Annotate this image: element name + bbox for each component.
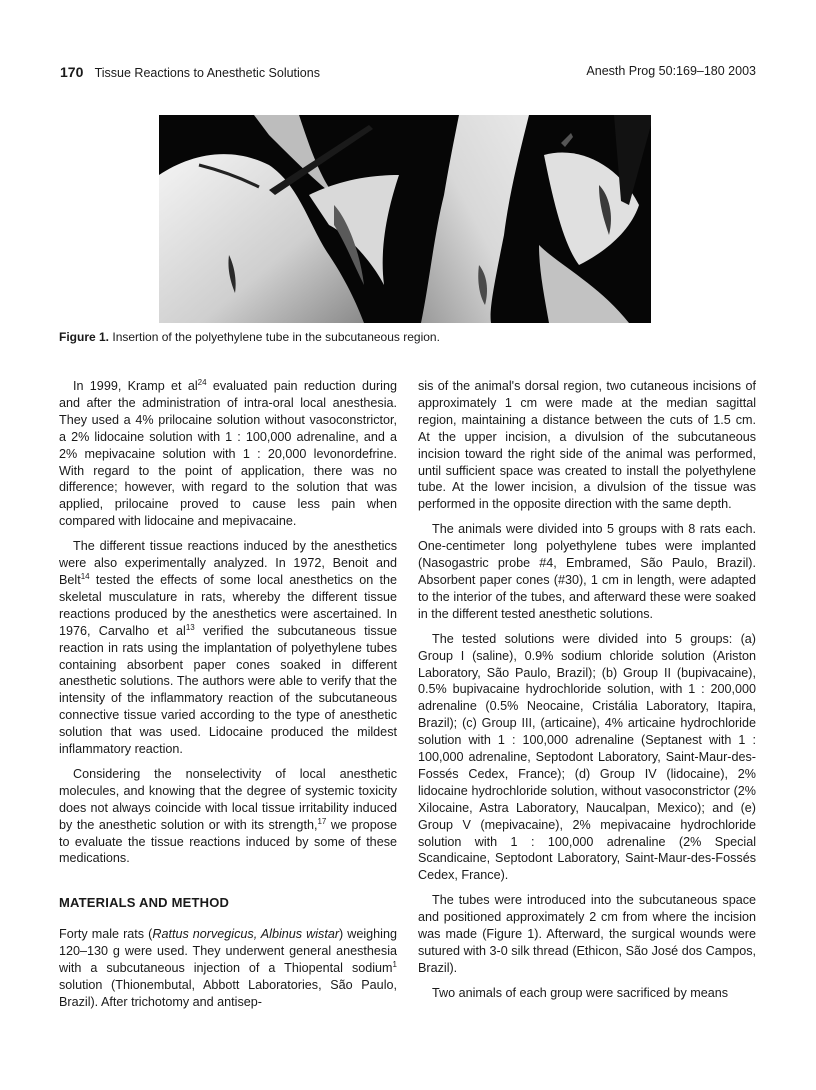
figure-caption-text: Insertion of the polyethylene tube in the subcutaneous region. — [112, 330, 440, 344]
paragraph: Forty male rats (Rattus norvegicus, Albinus wistar) weighing 120–130 g were used. They underwent general anesthesia with a subcutaneous injection of a Thiopental sodium$^1$ solution (Thionembutal, Abbott Laboratories, São Paulo, Brazil). After trichotomy and antisep- — [59, 927, 397, 1009]
left-column — [59, 378, 397, 1019]
citation-ref: 24 — [197, 377, 207, 387]
citation-ref: 14 — [80, 571, 90, 581]
paragraph: sis of the animal's dorsal region, two cutaneous incisions of approximately 1 cm were made at the median sagittal region, maintaining a distance between the cuts of 1.5 cm. At the upper incision, a divulsion of the subcutaneous incision toward the right side of the animal was performed, until sufficient space was created to install the polyethylene tube. At the lower incision, a divulsion of the tissue was performed in the opposite direction with the same depth. — [418, 379, 756, 512]
running-title: Tissue Reactions to Anesthetic Solutions — [94, 66, 320, 80]
citation-ref: 17 — [317, 816, 327, 826]
paragraph: The animals were divided into 5 groups with 8 rats each. One-centimeter long polyethylene tubes were implanted (Nasogastric probe #4, Embramed, São Paulo, Brazil). Absorbent paper cones (#30), 1 cm in length, were adapted to the interior of the tubes, and afterward these were soaked in the different tested anesthetic solutions. — [418, 522, 756, 621]
paragraph: Considering the nonselectivity of local anesthetic molecules, and knowing that the degree of systemic toxicity does not always coincide with local tissue irritability induced by the anesthetic solution or with its strength,$^{17}$ we propose to evaluate the tissue reactions induced by some of these medications. — [59, 766, 398, 866]
page-number: 170 — [60, 64, 84, 80]
citation-ref: 1 — [392, 959, 397, 969]
paragraph: The tubes were introduced into the subcutaneous space and positioned approximately 2 cm from where the incision was made (Figure 1). Afterward, the surgical wounds were sutured with 3-0 silk thread (Ethicon, São José dos Campos, Brazil). — [418, 893, 756, 975]
right-column — [418, 378, 756, 1010]
paragraph: In 1999, Kramp et $al^{24}$ evaluated pain reduction during and after the administration of intra-oral local anesthesia. They used a 4% prilocaine solution without vasoconstrictor, a 2% lidocaine solution with 1 : 100,000 adrenaline, and a 2% mepivacaine solution with 1 : 20,000 levonordefrine. With regard to the point of application, there was no difference; however, with regard to the solution that was applied, prilocaine proved to cause less pain when compared with lidocaine and mepivacaine. — [59, 377, 397, 529]
citation-ref: 13 — [185, 622, 195, 632]
figure-label: Figure 1. — [59, 330, 110, 344]
figure-caption — [59, 330, 759, 344]
journal-citation: Anesth Prog 50:169–180 2003 — [586, 64, 756, 78]
paragraph: The tested solutions were divided into 5 groups: (a) Group I (saline), 0.9% sodium chloride solution (Ariston Laboratory, São Paulo, Brazil); (b) Group II (bupivacaine), 0.5% bupivacaine hydrochloride solution, with 1 : 200,000 adrenaline (0.5% Neocaine, Cristália Laboratory, Itapira, Brazil); (c) Group III, (articaine), 4% articaine hydrochloride solution with 1 : 100,000 adrenaline (Septanest with 1 : 100,000 adrenaline, Septodont Laboratory, Saint-Maur-des-Fossés Cedex, France); (d) Group IV (lidocaine), 2% lidocaine hydrochloride solution, without vasoconstrictor (2% Xilocaine, Astra Laboratory, Naucalpan, Mexico); and (e) Group V (mepivacaine), 2% mepivacaine hydrochloride solution with 1 : 100,000 adrenaline (2% Special Scandicaine, Septodont Laboratory, Saint-Maur-des-Fossés Cedex, France). — [418, 631, 756, 883]
running-header — [60, 64, 756, 84]
section-heading: MATERIALS AND METHOD — [59, 895, 230, 911]
paragraph: Two animals of each group were sacrificed by means — [432, 985, 729, 1000]
figure-1-photograph — [159, 115, 651, 323]
paragraph: The different tissue reactions induced by the anesthetics were also experimentally analyzed. In 1972, Benoit and Belt$^{14}$ tested the effects of some local anesthetics on the skeletal musculature in rats, whereby the different tissue reactions produced by the anesthetics were ascertained. In 1976, Carvalho et $al^{13}$ verified the subcutaneous tissue reaction in rats using the implantation of polyethylene tubes containing absorbent paper cones soaked in different anesthetic solutions. The authors were able to verify that the intensity of the inflammatory reaction of the subcutaneous connective tissue varied according to the type of anesthetic solution that was used. Lidocaine produced the mildest inflammatory reaction. — [59, 539, 398, 757]
species-name: Rattus norvegicus, Albinus wistar — [152, 927, 340, 942]
rat-surgery-photo — [159, 115, 651, 323]
